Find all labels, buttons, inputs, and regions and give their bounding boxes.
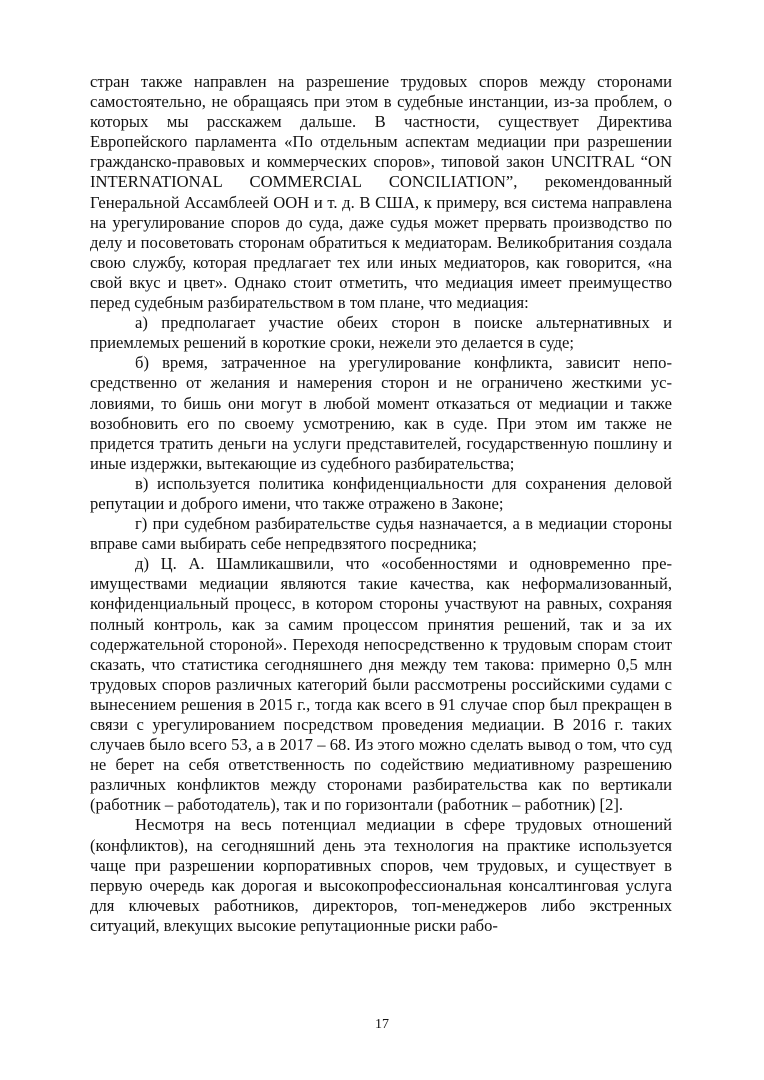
paragraph-conclusion: Несмотря на весь потенциал медиации в сфере трудовых отношений (конфликтов), на сегодняшний день эта технология на практике используется чаще при разрешении корпоративных споров, чем трудовых, и существует в первую очередь как дорогая и высокопрофессиональная консалтинговая услуга для ключевых работников, директоров, топ-менеджеров либо экстренных ситуаций, влекущих высокие репутационные риски рабо-	[90, 815, 672, 935]
paragraph-item-g: г) при судебном разбирательстве судья назначается, а в медиации стороны вправе сами выбирать себе непредвзятого посредника;	[90, 514, 672, 554]
document-body	[90, 72, 672, 936]
paragraph-item-a: а) предполагает участие обеих сторон в поиске альтернативных и приемлемых решений в короткие сроки, нежели это делается в суде;	[90, 313, 672, 353]
page-number: 17	[375, 1017, 389, 1032]
paragraph-item-b: б) время, затраченное на урегулирование конфликта, зависит непосредственно от желания и намерения сторон и не ограничено жесткими условиями, то бишь они могут в любой момент отказаться от медиации и также возобновить его по своему усмотрению, как в суде. При этом им также не придется тратить деньги на услуги представителей, государственную пошлину и иные издержки, вытекающие из судебного разбирательства;	[90, 353, 672, 473]
paragraph-item-d: д) Ц. А. Шамликашвили, что «особенностями и одновременно преимуществами медиации являются такие качества, как неформализованный, конфиденциальный процесс, в котором стороны участвуют на равных, сохраняя полный контроль, как за самим процессом принятия решений, так и за их содержательной стороной». Переходя непосредственно к трудовым спорам стоит сказать, что статистика сегодняшнего дня между тем такова: примерно 0,5 млн трудовых споров различных категорий были рассмотрены российскими судами с вынесением решения в 2015 г., тогда как всего в 91 случае спор был прекращен в связи с урегулированием посредством проведения медиации. В 2016 г. таких случаев было всего 53, а в 2017 – 68. Из этого можно сделать вывод о том, что суд не берет на себя ответственность по содействию медиативному разрешению различных конфликтов между сторонами разбирательства как по вертикали (работник – работодатель), так и по горизонтали (работник – работник) [2].	[90, 554, 672, 815]
paragraph-intro: стран также направлен на разрешение трудовых споров между сторонами самостоятельно, не обращаясь при этом в судебные инстанции, из-за проблем, о которых мы расскажем дальше. В частности, существует Директива Европейского парламента «По отдельным аспектам медиации при разрешении гражданско-правовых и коммерческих споров», типовой закон UNCITRAL “ON INTERNATIONAL COMMERCIAL CONCILIATION”, рекомендованный Генеральной Ассамблеей ООН и т. д. В США, к примеру, вся система направлена на урегулирование споров до суда, даже судья может прервать производство по делу и посоветовать сторонам обратиться к медиаторам. Великобритания создала свою службу, которая предлагает тех или иных медиаторов, как говорится, «на свой вкус и цвет». Однако стоит отметить, что медиация имеет преимущество перед судебным разбирательством в том плане, что медиация:	[90, 72, 672, 313]
paragraph-item-v: в) используется политика конфиденциальности для сохранения деловой репутации и доброго имени, что также отражено в Законе;	[90, 473, 672, 513]
